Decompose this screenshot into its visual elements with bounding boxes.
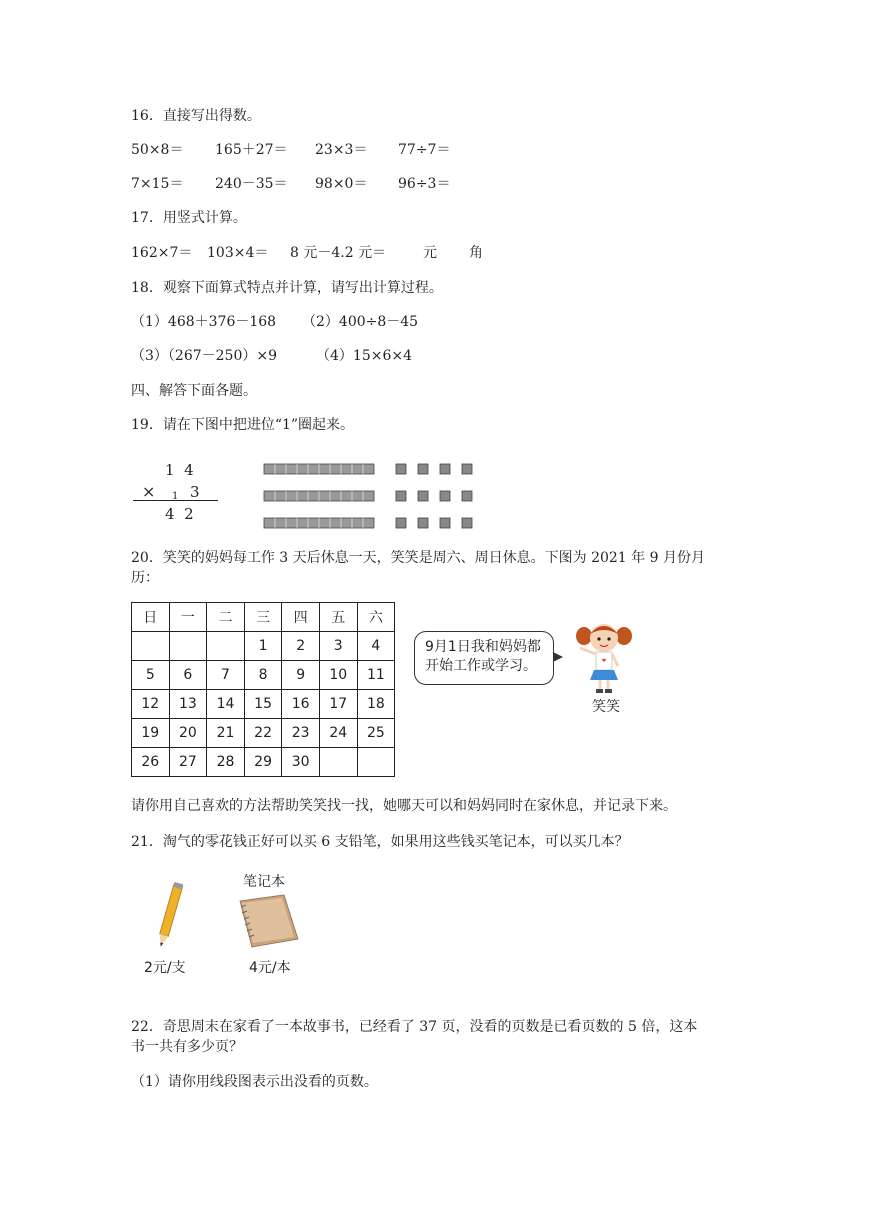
- q17-title: 17．用竖式计算。: [131, 210, 247, 226]
- calendar-day: [169, 632, 207, 661]
- q18-r1-a: （1）468＋376－168: [131, 314, 277, 330]
- calendar-day: 3: [319, 632, 357, 661]
- calendar-day: [132, 632, 170, 661]
- q19-mult-rule: [133, 500, 218, 501]
- girl-label: 笑笑: [592, 699, 620, 715]
- calendar-day: 9: [282, 661, 320, 690]
- calendar-header-row: [132, 603, 395, 632]
- calendar-week: [132, 632, 395, 661]
- q19-mult-bottom: 3: [190, 483, 200, 501]
- q18-r2-b: （4）15×6×4: [316, 348, 412, 364]
- pencil-icon: [155, 880, 185, 952]
- calendar-header: 二: [207, 603, 245, 632]
- calendar-header: 六: [357, 603, 395, 632]
- q22-title-line1: 22．奇思周末在家看了一本故事书，已经看了 37 页，没看的页数是已看页数的 5 倍，这本: [131, 1019, 698, 1035]
- calendar-day: 6: [169, 661, 207, 690]
- calendar-day: 12: [132, 690, 170, 719]
- q21-title: 21．淘气的零花钱正好可以买 6 支铅笔，如果用这些钱买笔记本，可以买几本？: [131, 834, 629, 850]
- girl-illustration: [574, 618, 636, 696]
- calendar-day: 28: [207, 748, 245, 777]
- q17-item-1: 162×7＝: [131, 245, 193, 261]
- calendar-week: [132, 690, 395, 719]
- q16-r1-d: 77÷7＝: [398, 142, 451, 158]
- calendar-day: 16: [282, 690, 320, 719]
- notebook-label: 笔记本: [243, 874, 285, 890]
- calendar-header: 日: [132, 603, 170, 632]
- calendar-week: [132, 748, 395, 777]
- q17-yuan: 元: [423, 245, 437, 261]
- q17-item-3: 8 元－4.2 元＝: [290, 245, 387, 261]
- q22-title-line2: 书一共有多少页？: [131, 1039, 243, 1055]
- section-4-heading: 四、解答下面各题。: [131, 383, 257, 399]
- calendar-day: [207, 632, 245, 661]
- calendar-day: 18: [357, 690, 395, 719]
- calendar-day: 4: [357, 632, 395, 661]
- q16-r1-a: 50×8＝: [131, 142, 184, 158]
- september-calendar: [131, 602, 395, 777]
- calendar-header: 一: [169, 603, 207, 632]
- calendar-day: 10: [319, 661, 357, 690]
- calendar-day: 8: [244, 661, 282, 690]
- bubble-text-line1: 9月1日我和妈妈都: [425, 639, 541, 655]
- q16-r2-a: 7×15＝: [131, 176, 184, 192]
- calendar-day: 14: [207, 690, 245, 719]
- calendar-day: 1: [244, 632, 282, 661]
- q16-r2-d: 96÷3＝: [398, 176, 451, 192]
- q16-r2-c: 98×0＝: [315, 176, 368, 192]
- calendar-day: 5: [132, 661, 170, 690]
- q19-title: 19．请在下图中把进位“1”圈起来。: [131, 417, 355, 433]
- calendar-day: 7: [207, 661, 245, 690]
- q17-item-2: 103×4＝: [207, 245, 269, 261]
- q19-mult-result: 4 2: [165, 505, 194, 523]
- calendar-day: 15: [244, 690, 282, 719]
- q18-title: 18．观察下面算式特点并计算，请写出计算过程。: [131, 280, 443, 296]
- q19-mult-op: ×: [142, 482, 156, 501]
- calendar-day: 22: [244, 719, 282, 748]
- q20-title-line1: 20．笑笑的妈妈每工作 3 天后休息一天，笑笑是周六、周日休息。下图为 2021 年 9 月份月: [131, 550, 705, 566]
- q18-r1-b: （2）400÷8－45: [302, 314, 419, 330]
- q19-mult-top: 1 4: [165, 461, 194, 479]
- calendar-week: [132, 661, 395, 690]
- calendar-day: [357, 748, 395, 777]
- calendar-day: 20: [169, 719, 207, 748]
- q16-r2-b: 240－35＝: [215, 176, 288, 192]
- calendar-day: 24: [319, 719, 357, 748]
- bubble-tail: [553, 652, 563, 662]
- q19-block-diagram: [262, 462, 477, 530]
- calendar-day: 26: [132, 748, 170, 777]
- q16-r1-b: 165＋27＝: [215, 142, 288, 158]
- calendar-day: 27: [169, 748, 207, 777]
- calendar-day: 29: [244, 748, 282, 777]
- q19-mult-carry: 1: [172, 491, 179, 502]
- q20-title-line2: 历：: [131, 570, 159, 586]
- q17-jiao: 角: [469, 245, 483, 261]
- calendar-day: 11: [357, 661, 395, 690]
- q20-task: 请你用自己喜欢的方法帮助笑笑找一找，她哪天可以和妈妈同时在家休息，并记录下来。: [131, 798, 677, 814]
- q16-title: 16．直接写出得数。: [131, 108, 261, 124]
- calendar-day: 13: [169, 690, 207, 719]
- calendar-week: [132, 719, 395, 748]
- calendar-header: 五: [319, 603, 357, 632]
- bubble-text-line2: 开始工作或学习。: [425, 658, 537, 674]
- speech-bubble: [414, 631, 554, 685]
- calendar-day: 21: [207, 719, 245, 748]
- calendar-day: 30: [282, 748, 320, 777]
- calendar-header: 四: [282, 603, 320, 632]
- notebook-price: 4元/本: [249, 960, 291, 976]
- notebook-icon: [236, 893, 302, 951]
- pencil-price: 2元/支: [144, 960, 186, 976]
- calendar-header: 三: [244, 603, 282, 632]
- calendar-day: 17: [319, 690, 357, 719]
- q22-sub1: （1）请你用线段图表示出没看的页数。: [131, 1074, 378, 1090]
- calendar-day: 23: [282, 719, 320, 748]
- calendar-day: 2: [282, 632, 320, 661]
- calendar-day: 19: [132, 719, 170, 748]
- q18-r2-a: （3）（267－250）×9: [131, 348, 277, 364]
- calendar-day: [319, 748, 357, 777]
- q16-r1-c: 23×3＝: [315, 142, 368, 158]
- calendar-day: 25: [357, 719, 395, 748]
